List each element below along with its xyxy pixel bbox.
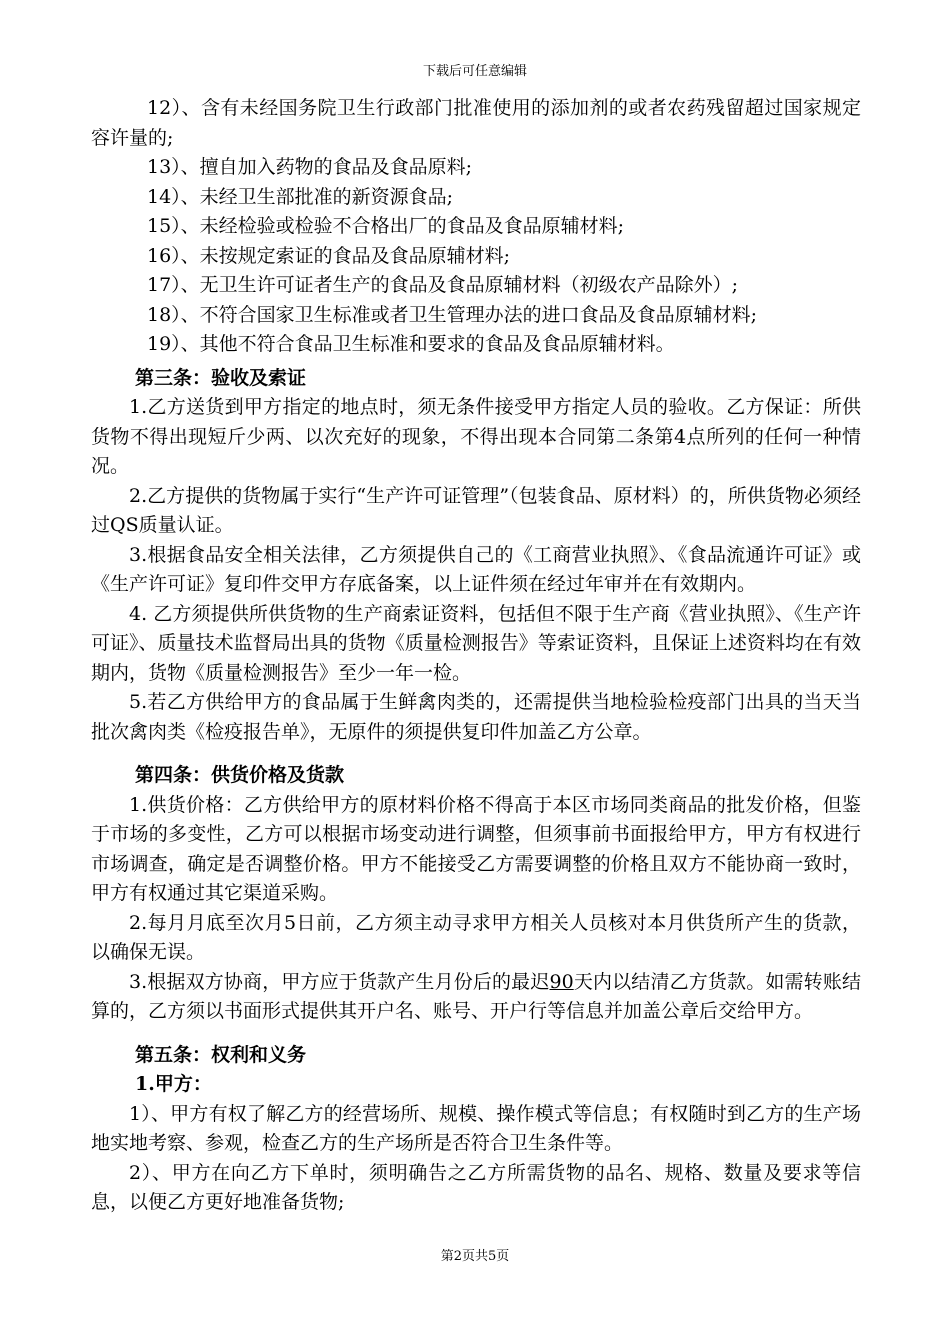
article-3-paragraph: 1.乙方送货到甲方指定的地点时，须无条件接受甲方指定人员的验收。乙方保证：所供货物不得出现短斤少两、以次充好的现象，不得出现本合同第二条第4点所列的任何一种情况。: [91, 396, 861, 477]
list-item: 19）、其他不符合食品卫生标准和要求的食品及食品原辅材料。: [147, 333, 675, 355]
article-3-paragraph: 2.乙方提供的货物属于实行“生产许可证管理”（包装食品、原材料）的，所供货物必须经过QS质量认证。: [91, 484, 861, 536]
article-4-paragraph-3: [91, 968, 861, 1027]
article-3-paragraph: 3.根据食品安全相关法律，乙方须提供自己的《工商营业执照》、《食品流通许可证》或《生产许可证》复印件交甲方存底备案，以上证件须在经过年审并在有效期内。: [91, 543, 861, 595]
article-3-paragraph: 5.若乙方供给甲方的食品属于生鲜禽肉类的，还需提供当地检验检疫部门出具的当天当批次禽肉类《检疫报告单》，无原件的须提供复印件加盖乙方公章。: [91, 691, 861, 743]
article-5-paragraph: 2）、甲方在向乙方下单时，须明确告之乙方所需货物的品名、规格、数量及要求等信息，以便乙方更好地准备货物;: [91, 1161, 861, 1213]
payment-days-value: 90: [549, 970, 574, 993]
page-footer: 第2页共5页: [440, 1249, 510, 1264]
text-segment: 3.根据双方协商，甲方应于货款产生月份后的最迟: [129, 970, 550, 993]
list-item: 14）、未经卫生部批准的新资源食品;: [147, 185, 454, 208]
article-4-paragraph: 2.每月月底至次月5日前，乙方须主动寻求甲方相关人员核对本月供货所产生的货款，以确保无误。: [91, 911, 861, 963]
list-item: 12）、含有未经国务院卫生行政部门批准使用的添加剂的或者农药残留超过国家规定容许量的;: [91, 97, 861, 149]
party-a-subheading: 1.甲方：: [135, 1073, 212, 1095]
article-3-paragraph: 4. 乙方须提供所供货物的生产商索证资料，包括但不限于生产商《营业执照》、《生产许可证》、质量技术监督局出具的货物《质量检测报告》等索证资料，且保证上述资料均在有效期内，货物《质量检测报告》至少一年一检。: [91, 602, 861, 684]
page-header: 下载后可任意编辑: [422, 64, 527, 79]
document-body: [91, 94, 861, 1218]
article-4-paragraph: 1.供货价格：乙方供给甲方的原材料价格不得高于本区市场同类商品的批发价格，但鉴于市场的多变性，乙方可以根据市场变动进行调整，但须事前书面报给甲方，甲方有权进行市场调查，确定是否调整价格。甲方不能接受乙方需要调整的价格且双方不能协商一致时，甲方有权通过其它渠道采购。: [91, 793, 861, 904]
article-3-heading: 第三条：验收及索证: [135, 366, 307, 389]
article-5-heading: 第五条：权利和义务: [135, 1043, 307, 1066]
list-item: 13）、擅自加入药物的食品及食品原料;: [147, 156, 473, 178]
list-item: 16）、未按规定索证的食品及食品原辅材料;: [147, 244, 511, 267]
article-4-heading: 第四条：供货价格及货款: [135, 764, 345, 786]
list-item: 15）、未经检验或检验不合格出厂的食品及食品原辅材料;: [147, 215, 625, 237]
article-5-paragraph: 1）、甲方有权了解乙方的经营场所、规模、操作模式等信息；有权随时到乙方的生产场地实地考察、参观，检查乙方的生产场所是否符合卫生条件等。: [91, 1102, 861, 1154]
list-item: 18）、不符合国家卫生标准或者卫生管理办法的进口食品及食品原辅材料;: [147, 303, 758, 326]
list-item: 17）、无卫生许可证者生产的食品及食品原辅材料（初级农产品除外）;: [147, 274, 739, 296]
text-segment: 天内以结清乙方货款。如需转账结算的，乙方须以书面形式提供其开户名、账号、开户行等信息并加盖公章后交给甲方。: [91, 970, 861, 1022]
